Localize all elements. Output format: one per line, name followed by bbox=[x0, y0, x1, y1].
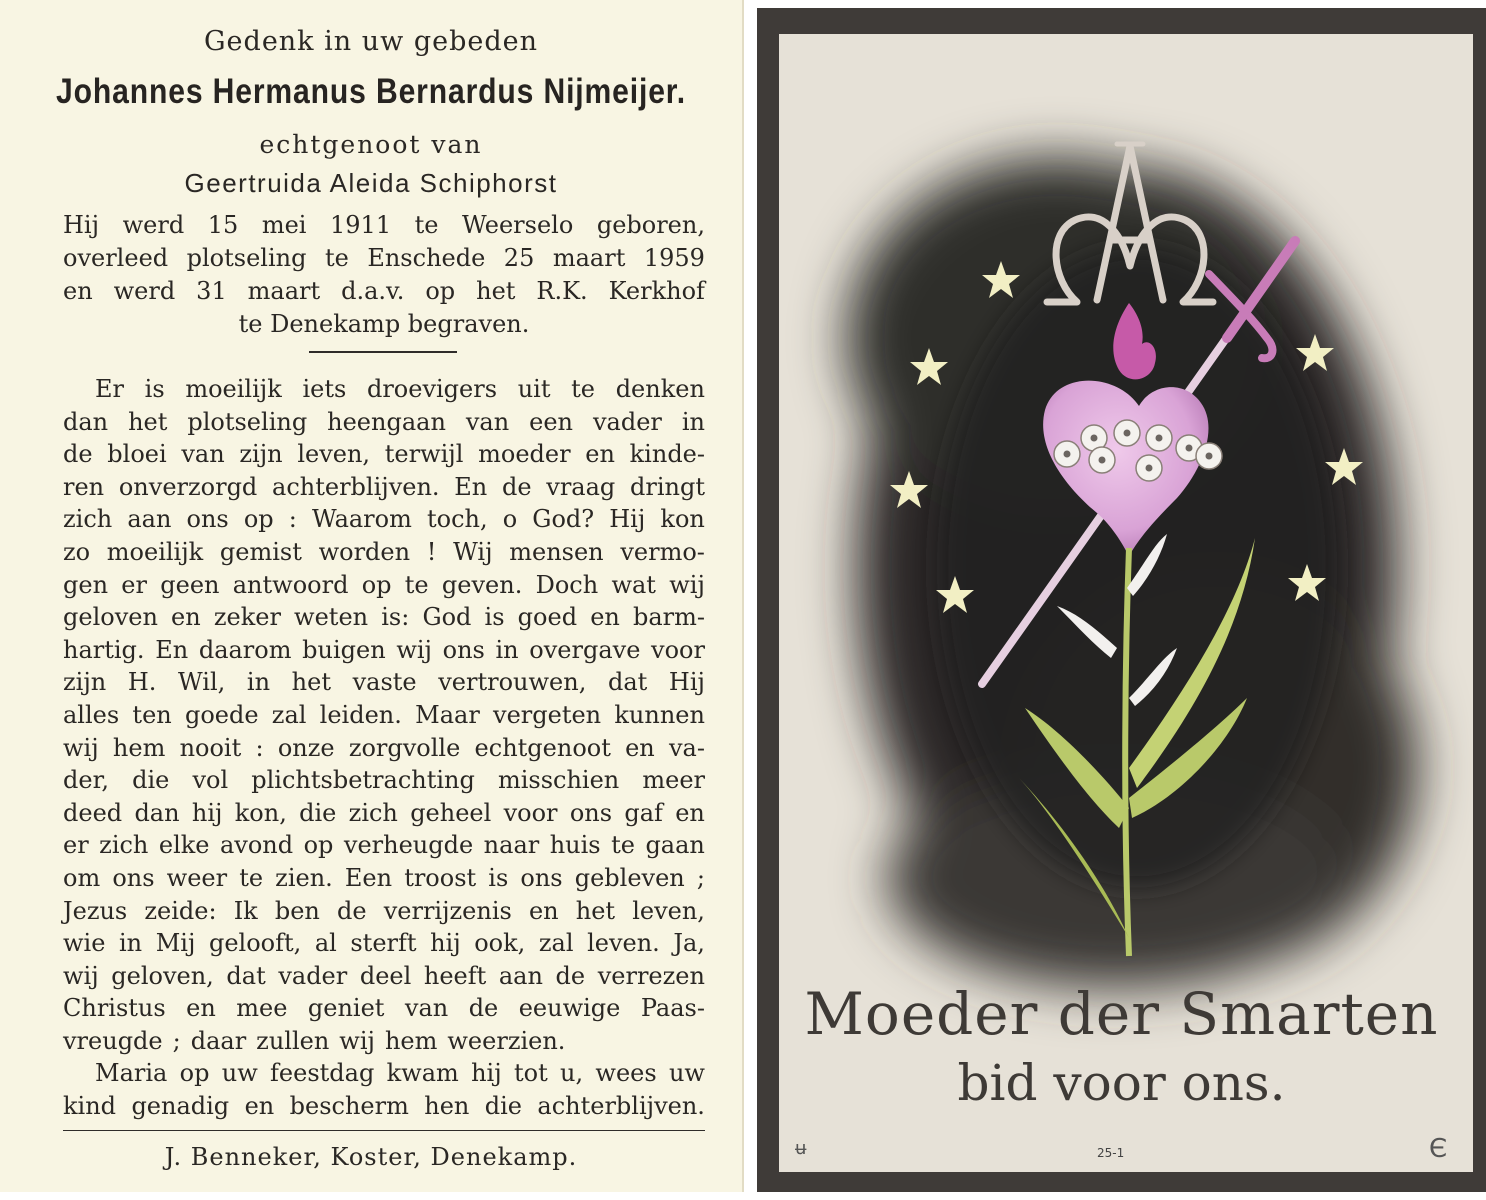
text-line: Christus en mee geniet van de eeuwige Paas- bbox=[63, 994, 705, 1023]
spouse-label: echtgenoot van bbox=[259, 130, 483, 159]
bio-line: overleed plotseling te Enschede 25 maart 1959 bbox=[63, 244, 705, 272]
text-line: zo moeilijk gemist worden ! Wij mensen vermo- bbox=[63, 537, 705, 566]
divider bbox=[63, 1130, 705, 1131]
text-line: dan het plotseling heengaan van een vader in bbox=[63, 407, 705, 436]
motto-line-2: bid voor ons. bbox=[957, 1054, 1286, 1112]
text-line: ren onverzorgd achterblijven. En de vraag dringt bbox=[63, 472, 705, 501]
card-code: 25-1 bbox=[1097, 1146, 1125, 1160]
text-line: de bloei van zijn leven, terwijl moeder en kinde- bbox=[63, 440, 705, 469]
deceased-name: Johannes Hermanus Bernardus Nijmeijer. bbox=[56, 72, 686, 111]
bio-line: Hij werd 15 mei 1911 te Weerselo geboren, bbox=[63, 211, 705, 239]
text-line: Er is moeilijk iets droevigers uit te denken bbox=[95, 375, 705, 403]
text-line: wij hem nooit : onze zorgvolle echtgenoot en va- bbox=[63, 733, 705, 762]
bio-line: te Denekamp begraven. bbox=[238, 310, 530, 338]
text-line: gen er geen antwoord op te geven. Doch wat wij bbox=[63, 570, 705, 599]
text-line: Maria op uw feestdag kwam hij tot u, wees uw bbox=[95, 1059, 705, 1088]
bio-line: en werd 31 maart d.a.v. op het R.K. Kerkhof bbox=[63, 277, 705, 305]
text-line: er zich elke avond op verheugde naar huis te gaan bbox=[63, 831, 705, 860]
biography bbox=[63, 209, 705, 341]
devotional-image-side bbox=[757, 8, 1486, 1192]
intro-line: Gedenk in uw gebeden bbox=[203, 26, 538, 57]
text-line: om ons weer te zien. Een troost is ons gebleven ; bbox=[63, 863, 705, 892]
text-line: kind genadig en bescherm hen die achterblijven. bbox=[63, 1092, 705, 1121]
spouse-name: Geertruida Aleida Schiphorst bbox=[184, 168, 558, 198]
motto-line-1: Moeder der Smarten bbox=[804, 980, 1439, 1048]
publisher-mark-right: Є bbox=[1429, 1134, 1448, 1164]
text-line: zijn H. Wil, in het vaste vertrouwen, dat Hij bbox=[63, 668, 705, 697]
text-line: Jezus zeide: Ik ben de verrijzenis en het leven, bbox=[63, 896, 705, 925]
publisher-mark-left: ʉ bbox=[795, 1138, 807, 1159]
memorial-text bbox=[63, 373, 705, 1123]
text-line: wie in Mij gelooft, al sterft hij ook, zal leven. Ja, bbox=[63, 929, 705, 958]
text-line: vreugde ; daar zullen wij hem weerzien. bbox=[63, 1026, 566, 1055]
text-line: der, die vol plichtsbetrachting misschien meer bbox=[63, 766, 705, 795]
text-line: zich aan ons op : Waarom toch, o God? Hij kon bbox=[63, 505, 705, 534]
text-line: wij geloven, dat vader deel heeft aan de verrezen bbox=[63, 961, 705, 990]
text-line: hartig. En daarom buigen wij ons in overgave voor bbox=[63, 635, 705, 664]
printer-credit: J. Benneker, Koster, Denekamp. bbox=[164, 1143, 578, 1171]
text-line: alles ten goede zal leiden. Maar vergeten kunnen bbox=[63, 700, 705, 729]
divider bbox=[309, 351, 457, 353]
memorial-card-text-side bbox=[0, 0, 744, 1192]
text-line: deed dan hij kon, die zich geheel voor ons gaf en bbox=[63, 798, 705, 827]
text-line: geloven en zeker weten is: God is goed en barm- bbox=[63, 603, 705, 632]
